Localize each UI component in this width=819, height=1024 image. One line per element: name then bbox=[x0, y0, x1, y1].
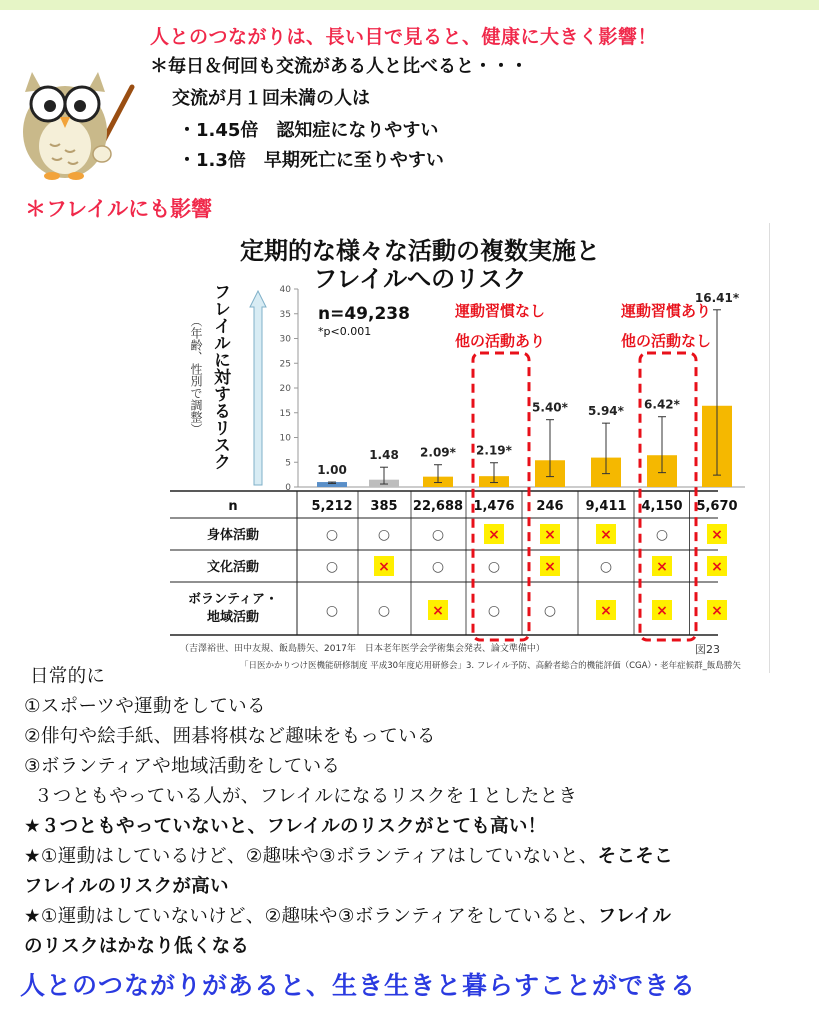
note-exercise-only-cont: フレイルのリスクが高い bbox=[24, 876, 229, 897]
figure-svg bbox=[170, 223, 770, 673]
n-value-cell: 385 bbox=[370, 499, 398, 514]
circle-mark: ○ bbox=[377, 603, 391, 619]
bar-value-label: 1.48 bbox=[369, 448, 399, 463]
callout-right-line1: 運動習慣あり bbox=[620, 302, 712, 320]
n-value-cell: 5,670 bbox=[696, 499, 738, 514]
note-other-only: ★①運動はしていないけど、②趣味や③ボランティアをしていると、フレイル bbox=[24, 906, 672, 927]
callout-left-line2: 他の活動あり bbox=[454, 332, 546, 350]
n-value-cell: 22,688 bbox=[412, 499, 464, 514]
bar-value-label: 16.41* bbox=[694, 290, 740, 305]
bar-value-label: 2.09* bbox=[420, 445, 456, 460]
row-label-cultural: 文化活動 bbox=[206, 560, 260, 575]
row-label-n: n bbox=[228, 499, 238, 514]
y-tick-label: 15 bbox=[279, 408, 291, 419]
cross-mark: × bbox=[711, 603, 723, 619]
circle-mark: ○ bbox=[487, 559, 501, 575]
significance-note: *p<0.001 bbox=[318, 325, 372, 338]
cross-mark: × bbox=[488, 527, 500, 543]
cross-mark: × bbox=[600, 603, 612, 619]
y-tick-label: 35 bbox=[279, 309, 291, 320]
bar-value-label: 2.19* bbox=[476, 443, 512, 458]
closing-message: 人とのつながりがあると、生き生きと暮らすことができる bbox=[20, 971, 697, 1000]
top-color-bar bbox=[0, 0, 819, 10]
y-tick-label: 40 bbox=[279, 285, 291, 295]
research-figure bbox=[170, 223, 770, 673]
circle-mark: ○ bbox=[655, 527, 669, 543]
cross-mark: × bbox=[711, 559, 723, 575]
risk-arrow-icon bbox=[250, 291, 266, 485]
note-hobby: ②俳句や絵手紙、囲碁将棋など趣味をもっている bbox=[24, 726, 436, 747]
figure-source: （吉澤裕世、田中友規、飯島勝矢、2017年 日本老年医学会学術集会発表、論文準備中） bbox=[180, 644, 545, 654]
cross-mark: × bbox=[656, 603, 668, 619]
activity-table bbox=[170, 491, 738, 635]
cross-mark: × bbox=[711, 527, 723, 543]
figure-title-line2: フレイルへのリスク bbox=[313, 265, 527, 293]
intro-line-mortality: ・1.3倍 早期死亡に至りやすい bbox=[178, 150, 444, 171]
cross-mark: × bbox=[656, 559, 668, 575]
n-value-cell: 1,476 bbox=[473, 499, 515, 514]
y-tick-label: 30 bbox=[279, 334, 291, 345]
y-tick-label: 10 bbox=[279, 433, 291, 444]
note-none-high-risk: ★３つともやっていないと、フレイルのリスクがとても高い！ bbox=[24, 816, 547, 837]
callout-right-line2: 他の活動なし bbox=[620, 332, 712, 350]
headline: 人とのつながりは、長い目で見ると、健康に大きく影響！ bbox=[150, 26, 658, 48]
circle-mark: ○ bbox=[325, 603, 339, 619]
cross-mark: × bbox=[544, 559, 556, 575]
note-daily: 日常的に bbox=[30, 666, 106, 687]
y-tick-label: 25 bbox=[279, 359, 291, 370]
cross-mark: × bbox=[544, 527, 556, 543]
y-tick-label: 5 bbox=[285, 458, 291, 469]
circle-mark: ○ bbox=[599, 559, 613, 575]
figure-footer: 「日医かかりつけ医機能研修制度 平成30年度応用研修会」3. フレイル予防、高齢者総合的機能評価（CGA）・老年症候群_飯島勝矢 bbox=[240, 661, 741, 671]
frail-section-title: ＊フレイルにも影響 bbox=[25, 197, 213, 221]
circle-mark: ○ bbox=[431, 559, 445, 575]
row-label-physical: 身体活動 bbox=[206, 528, 260, 543]
row-label-volunteer-2: 地域活動 bbox=[206, 610, 260, 625]
figure-number: 図23 bbox=[695, 643, 720, 656]
intro-line-group: 交流が月１回未満の人は bbox=[172, 88, 370, 109]
callout-boxes bbox=[473, 353, 696, 640]
circle-mark: ○ bbox=[431, 527, 445, 543]
note-baseline: ３つともやっている人が、フレイルになるリスクを１としたとき bbox=[34, 786, 578, 807]
circle-mark: ○ bbox=[325, 527, 339, 543]
y-axis-label: フレイルに対するリスク bbox=[210, 283, 230, 470]
intro-line-comparison: ＊毎日＆何回も交流がある人と比べると・・・ bbox=[150, 56, 528, 77]
circle-mark: ○ bbox=[325, 559, 339, 575]
n-value-cell: 5,212 bbox=[311, 499, 353, 514]
note-exercise-only: ★①運動はしているけど、②趣味や③ボランティアはしていないと、そこそこ bbox=[24, 846, 673, 867]
figure-title-line1: 定期的な様々な活動の複数実施と bbox=[240, 237, 600, 265]
sample-size-total: n=49,238 bbox=[318, 304, 410, 324]
callout-left-line1: 運動習慣なし bbox=[454, 302, 546, 320]
n-value-cell: 246 bbox=[536, 499, 564, 514]
cross-mark: × bbox=[600, 527, 612, 543]
n-value-cell: 4,150 bbox=[641, 499, 683, 514]
note-sports: ①スポーツや運動をしている bbox=[24, 696, 266, 717]
circle-mark: ○ bbox=[487, 603, 501, 619]
bar-value-label: 5.94* bbox=[588, 404, 624, 419]
bar-value-label: 6.42* bbox=[644, 397, 680, 412]
cross-mark: × bbox=[378, 559, 390, 575]
cross-mark: × bbox=[432, 603, 444, 619]
y-tick-label: 0 bbox=[285, 483, 291, 493]
circle-mark: ○ bbox=[377, 527, 391, 543]
y-tick-label: 20 bbox=[279, 384, 291, 394]
note-other-only-cont: のリスクはかなり低くなる bbox=[24, 936, 250, 957]
bar-value-label: 1.00 bbox=[317, 463, 347, 478]
row-label-volunteer-1: ボランティア・ bbox=[188, 592, 278, 607]
owl-professor-illustration bbox=[10, 62, 135, 182]
n-value-cell: 9,411 bbox=[585, 499, 627, 514]
y-axis-sublabel: （年齢、性別で調整） bbox=[189, 315, 203, 435]
intro-line-dementia: ・1.45倍 認知症になりやすい bbox=[178, 120, 439, 141]
note-volunteer: ③ボランティアや地域活動をしている bbox=[24, 756, 341, 777]
circle-mark: ○ bbox=[543, 603, 557, 619]
bar-value-label: 5.40* bbox=[532, 400, 568, 415]
